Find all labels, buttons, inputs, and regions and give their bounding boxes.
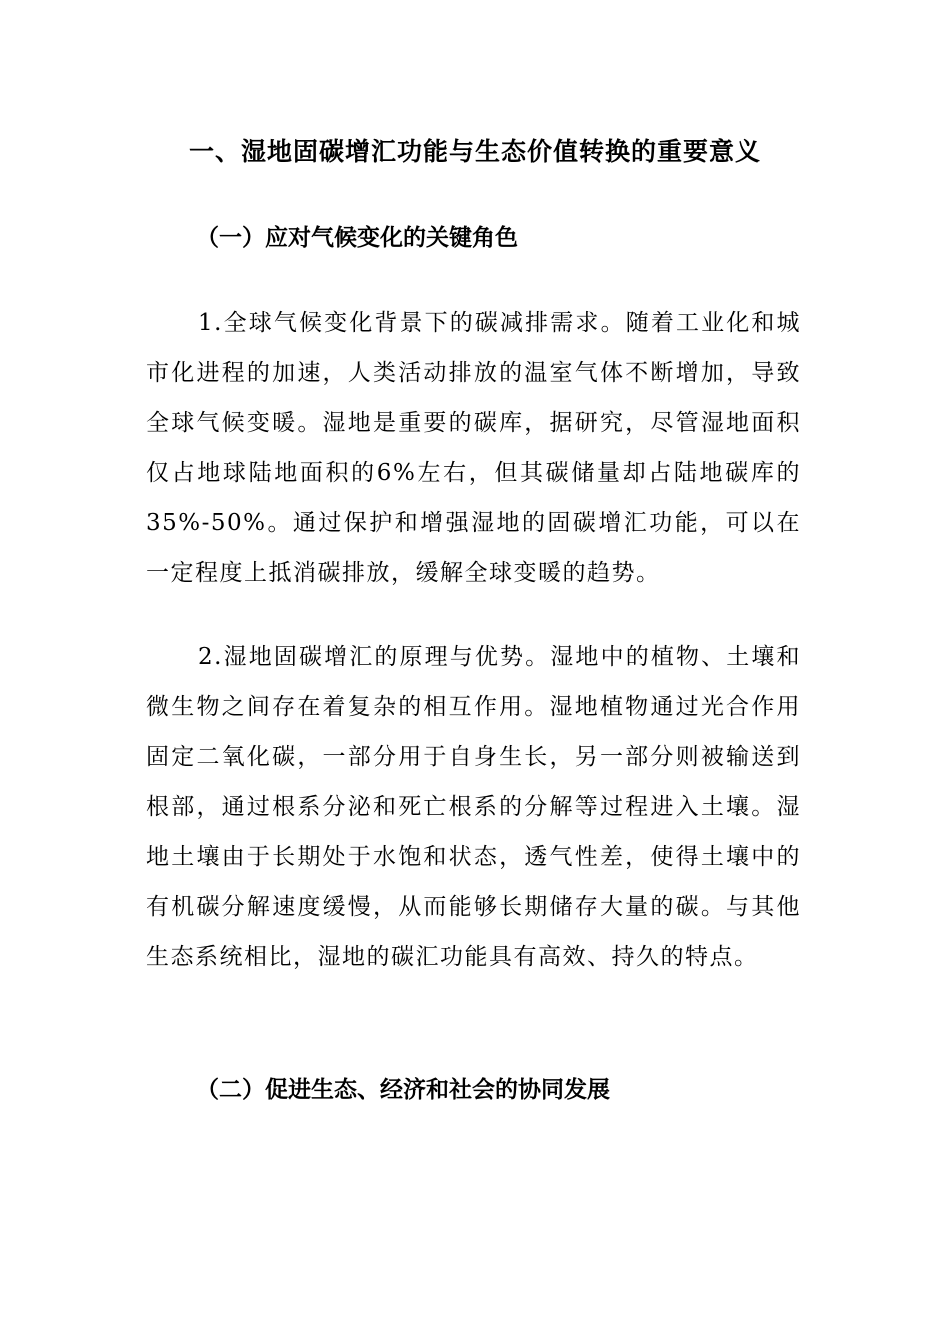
- section-heading: 一、湿地固碳增汇功能与生态价值转换的重要意义: [188, 137, 761, 166]
- subsection-heading-2: （二）促进生态、经济和社会的协同发展: [196, 1076, 610, 1103]
- paragraph-2: 2.湿地固碳增汇的原理与优势。湿地中的植物、土壤和微生物之间存在着复杂的相互作用。湿地植物通过光合作用固定二氧化碳，一部分用于自身生长，另一部分则被输送到根部，通过根系分泌和死亡根系的分解等过程进入土壤。湿地土壤由于长期处于水饱和状态，透气性差，使得土壤中的有机碳分解速度缓慢，从而能够长期储存大量的碳。与其他生态系统相比，湿地的碳汇功能具有高效、持久的特点。: [146, 644, 801, 970]
- subsection-heading-1: （一）应对气候变化的关键角色: [196, 224, 518, 251]
- paragraph-1: 1.全球气候变化背景下的碳减排需求。随着工业化和城市化进程的加速，人类活动排放的温室气体不断增加，导致全球气候变暖。湿地是重要的碳库，据研究，尽管湿地面积仅占地球陆地面积的6%左右，但其碳储量却占陆地碳库的35%-50%。通过保护和增强湿地的固碳增汇功能，可以在一定程度上抵消碳排放，缓解全球变暖的趋势。: [146, 310, 801, 586]
